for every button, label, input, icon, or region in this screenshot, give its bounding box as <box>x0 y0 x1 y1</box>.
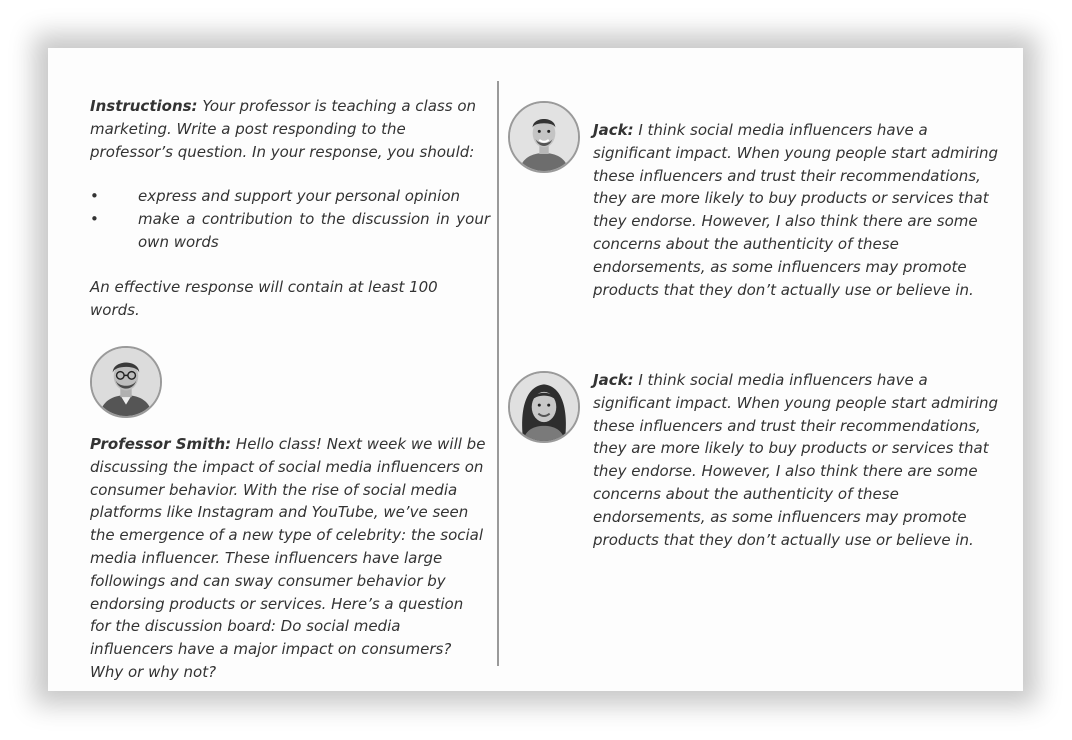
instructions-label: Instructions: <box>90 97 198 115</box>
instructions-block <box>90 95 490 321</box>
instructions-bullet-list <box>90 185 490 253</box>
professor-post <box>90 433 488 684</box>
jack-avatar <box>508 101 580 173</box>
professor-avatar <box>90 346 162 418</box>
responder-avatar <box>508 371 580 443</box>
professor-post-text: Hello class! Next week we will be discussing the impact of social media influencers on consumer behavior. With the rise of social media platforms like Instagram and YouTube, we’ve seen the emergence of a new type of celebrity: the social media influencer. These influencers have large followings and can sway consumer behavior by endorsing products or services. Here’s a question for the discussion board: Do social media influencers have a major impact on consumers? Why or why not? <box>90 435 486 681</box>
bullet-text: express and support your personal opinion <box>138 187 461 206</box>
bullet-icon: • <box>90 210 99 229</box>
jack-post-text: I think social media influencers have a significant impact. When young people start admiring these influencers and trust their recommendations, they are more likely to buy products or services that they endorse. However, I also think there are some concerns about the authenticity of these endorsements, as some influencers may promote products that they don’t actually use or believe in. <box>593 371 998 549</box>
jack-name: Jack: <box>593 371 634 389</box>
bullet-text: make a contribution to the discussion in your own words <box>138 210 490 251</box>
jack-avatar-icon <box>510 103 578 171</box>
word-count-note: An effective response will contain at least 100 words. <box>90 277 438 319</box>
list-item <box>90 185 490 208</box>
jack-post <box>593 369 1005 551</box>
responder-avatar-icon <box>510 373 578 441</box>
jack-post-text: I think social media influencers have a significant impact. When young people start admiring these influencers and trust their recommendations, they are more likely to buy products or services that they endorse. However, I also think there are some concerns about the authenticity of these endorsements, as some influencers may promote products that they don’t actually use or believe in. <box>593 121 998 299</box>
professor-name: Professor Smith: <box>90 435 232 453</box>
discussion-card <box>48 48 1023 691</box>
instructions-paragraph <box>90 95 490 163</box>
jack-post <box>593 119 1005 301</box>
column-divider <box>497 81 499 666</box>
instructions-text: Your professor is teaching a class on marketing. Write a post responding to the professor’s question. In your response, you should: <box>90 97 476 161</box>
jack-name: Jack: <box>593 121 634 139</box>
bullet-icon: • <box>90 187 99 206</box>
list-item <box>90 208 490 254</box>
professor-avatar-icon <box>92 348 160 416</box>
